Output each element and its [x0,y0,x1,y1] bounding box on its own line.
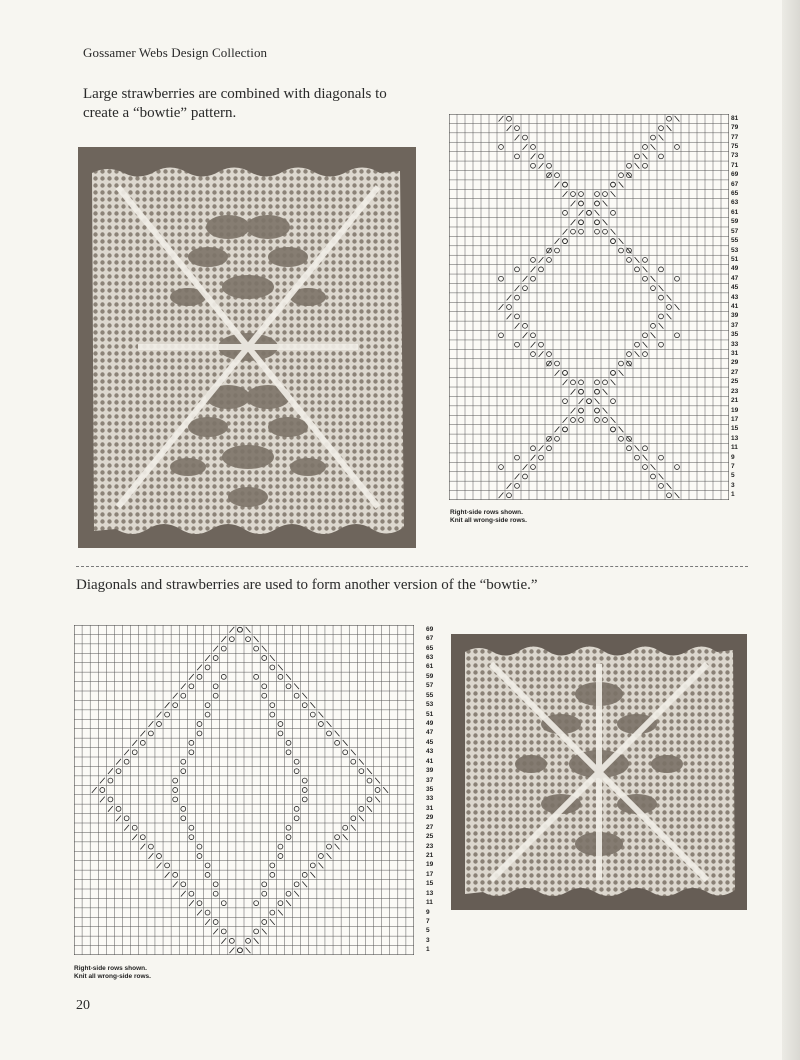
row-number: 69 [731,171,739,179]
pattern1-row-numbers [731,114,751,500]
row-number: 29 [731,359,739,367]
row-number: 3 [731,481,735,489]
row-number: 49 [731,265,739,273]
page-number: 20 [76,998,90,1013]
row-number: 53 [426,701,434,709]
pattern1-note-line1: Right-side rows shown. [450,509,523,516]
row-number: 27 [426,823,434,831]
row-number: 23 [426,842,434,850]
row-number: 65 [426,644,434,652]
row-number: 69 [426,625,434,633]
row-number: 31 [731,350,739,358]
row-number: 43 [426,748,434,756]
row-number: 65 [731,190,739,198]
row-number: 55 [426,691,434,699]
pattern2-photo [451,634,747,910]
pattern2-caption: Diagonals and strawberries are used to form another version of the “bowtie.” [76,577,538,593]
row-number: 7 [731,463,735,471]
row-number: 37 [426,776,434,784]
row-number: 47 [426,729,434,737]
row-number: 25 [731,378,739,386]
row-number: 13 [731,434,739,442]
row-number: 73 [731,152,739,160]
row-number: 15 [426,880,434,888]
pattern1-note [450,509,527,525]
row-number: 79 [731,124,739,132]
row-number: 29 [426,814,434,822]
row-number: 3 [426,936,430,944]
row-number: 51 [426,710,434,718]
row-number: 37 [731,321,739,329]
row-number: 63 [426,654,434,661]
row-number: 19 [731,406,739,414]
pattern1-caption: Large strawberries are combined with diagonals to create a “bowtie” pattern. [83,86,387,121]
row-number: 43 [731,293,739,301]
row-number: 21 [426,852,434,859]
row-number: 45 [426,738,434,746]
row-number: 25 [426,833,434,841]
pattern1-photo [78,147,416,548]
row-number: 75 [731,142,739,150]
row-number: 11 [731,444,738,452]
row-number: 49 [426,720,434,727]
row-number: 19 [426,861,434,869]
row-number: 13 [426,889,434,897]
row-number: 17 [731,415,739,423]
row-number: 35 [731,331,739,339]
row-number: 51 [731,255,739,263]
row-number: 61 [426,663,434,671]
row-number: 33 [426,795,434,803]
row-number: 39 [731,312,739,320]
row-number: 59 [426,672,434,680]
pattern2-note-line2: Knit all wrong-side rows. [74,973,151,980]
row-number: 15 [731,425,739,433]
row-number: 39 [426,767,434,775]
row-number: 31 [426,804,434,812]
row-number: 61 [731,208,739,216]
row-number: 5 [426,927,430,935]
row-number: 1 [731,491,735,499]
pattern2-note [74,965,151,981]
row-number: 53 [731,246,739,254]
section-divider [76,566,748,567]
row-number: 57 [731,227,739,235]
row-number: 35 [426,786,434,793]
row-number: 7 [426,918,430,925]
row-number: 55 [731,237,739,245]
row-number: 67 [731,180,739,188]
row-number: 57 [426,682,434,690]
row-number: 27 [731,368,739,376]
row-number: 9 [426,908,430,916]
pattern1-note-line2: Knit all wrong-side rows. [450,517,527,524]
row-number: 67 [426,635,434,643]
row-number: 63 [731,199,739,207]
row-number: 77 [731,133,739,141]
row-number: 9 [731,453,735,461]
pattern2-row-numbers [426,625,446,955]
page-edge-shadow [782,0,800,1060]
row-number: 11 [426,899,433,907]
row-number: 17 [426,870,434,878]
pattern1-chart [449,114,729,500]
row-number: 47 [731,274,739,282]
row-number: 41 [426,757,434,765]
collection-header: Gossamer Webs Design Collection [83,45,268,60]
row-number: 5 [731,472,735,480]
row-number: 81 [731,114,739,122]
pattern2-note-line1: Right-side rows shown. [74,965,147,972]
row-number: 21 [731,397,739,405]
row-number: 23 [731,387,739,395]
row-number: 1 [426,946,430,954]
row-number: 71 [731,161,739,169]
row-number: 33 [731,340,739,348]
pattern2-chart [74,625,414,955]
row-number: 45 [731,284,739,292]
row-number: 41 [731,303,739,310]
row-number: 59 [731,218,739,226]
